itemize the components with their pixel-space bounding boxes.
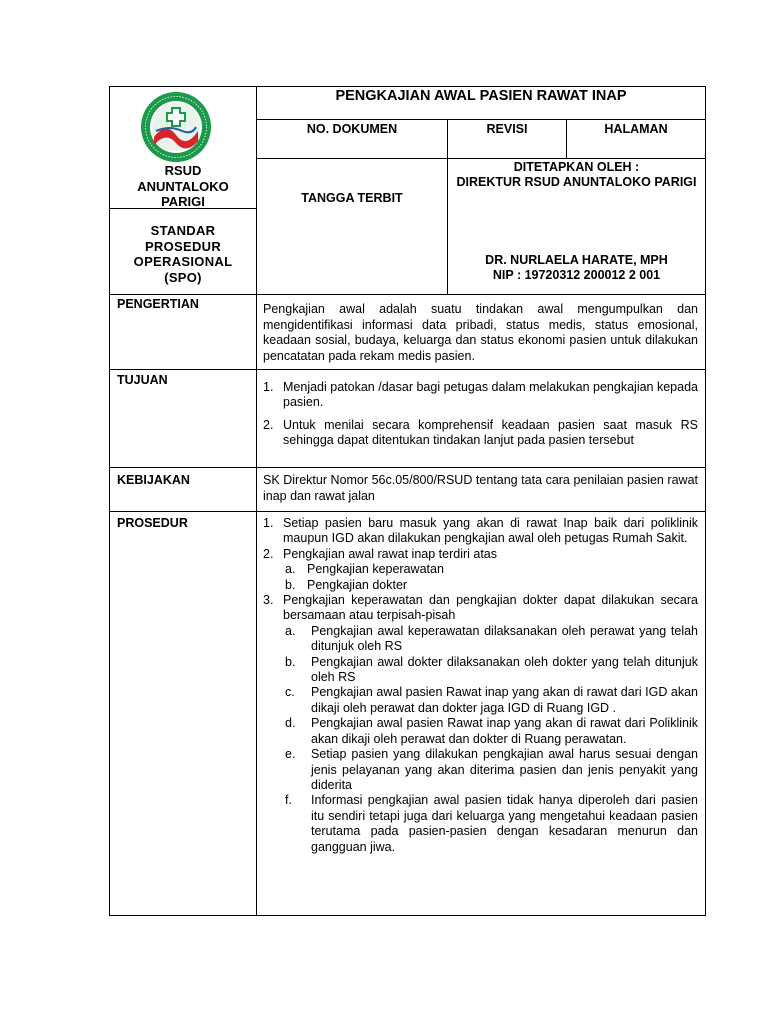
list-letter: d. — [285, 716, 296, 731]
list-text: Pengkajian awal pasien Rawat inap yang akan di rawat dari IGD akan dikaji oleh perawat dan dokter jaga IGD di Ruang IGD . — [311, 685, 698, 715]
tujuan-list — [263, 380, 698, 449]
ditetapkan-block — [448, 160, 705, 190]
column-divider-line — [256, 86, 257, 916]
spo-label-line: OPERASIONAL — [133, 254, 233, 269]
list-letter: a. — [285, 623, 296, 638]
list-letter: b. — [285, 654, 296, 669]
prosedur-item — [263, 516, 698, 547]
list-number: 2. — [263, 417, 274, 432]
list-text: Setiap pasien baru masuk yang akan di rawat Inap baik dari poliklinik maupun IGD akan dilakukan pengkajian awal oleh petugas Rumah Sakit. — [283, 516, 698, 546]
list-text: Pengkajian awal dokter dilaksanakan oleh dokter yang telah ditunjuk oleh RS — [311, 654, 698, 685]
list-text: Pengkajian dokter — [307, 577, 408, 592]
list-letter: f. — [285, 793, 292, 808]
doc-row-bottom-line — [256, 158, 706, 159]
list-text: Informasi pengkajian awal pasien tidak hanya diperoleh dari pasien itu sendiri tetapi juga dari keluarga yang mengetahui keadaan pasien terutama pada pasien-pasien dengan kesadaran menurun dan gangguan jiwa. — [311, 793, 698, 854]
list-number: 1. — [263, 380, 274, 394]
frame-bottom-line — [109, 915, 706, 916]
tanggal-terbit-label: TANGGA TERBIT — [301, 191, 403, 205]
prosedur-subitem — [263, 685, 698, 716]
org-name-line: ANUNTALOKO — [137, 178, 229, 194]
col-revisi: REVISI — [486, 122, 528, 136]
list-letter: a. — [285, 562, 296, 577]
prosedur-item — [263, 593, 698, 624]
list-letter: b. — [285, 577, 296, 592]
prosedur-list — [263, 516, 698, 855]
list-number: 1. — [263, 516, 274, 530]
frame-right-line — [705, 86, 706, 916]
ditetapkan-line: DITETAPKAN OLEH : — [513, 160, 640, 174]
prosedur-subitem — [263, 747, 698, 793]
org-name — [110, 163, 256, 210]
kebijakan-bottom-line — [109, 511, 706, 512]
org-name-line: RSUD — [164, 163, 202, 178]
header-bottom-line — [109, 294, 706, 295]
kebijakan-text: SK Direktur Nomor 56c.05/800/RSUD tentang tata cara penilaian pasien rawat inap dan rawat jalan — [263, 473, 698, 503]
prosedur-subitem — [263, 793, 698, 855]
tujuan-label: TUJUAN — [117, 373, 168, 387]
col-no-dokumen: NO. DOKUMEN — [306, 122, 398, 136]
prosedur-subitem — [263, 716, 698, 747]
tujuan-item — [263, 418, 698, 449]
list-number: 2. — [263, 546, 274, 561]
pengertian-bottom-line — [109, 369, 706, 370]
prosedur-subitem — [263, 655, 698, 686]
hospital-logo-icon — [140, 91, 212, 163]
list-text: Pengkajian awal keperawatan dilaksanakan oleh perawat yang telah ditunjuk oleh RS — [311, 623, 698, 654]
spo-label-line: PROSEDUR — [144, 238, 222, 254]
frame-left-line — [109, 86, 110, 916]
list-letter: e. — [285, 747, 296, 762]
signer-nip: NIP : 19720312 200012 2 001 — [492, 268, 661, 282]
list-letter: c. — [285, 685, 295, 700]
list-text: Setiap pasien yang dilakukan pengkajian awal harus sesuai dengan jenis pelayanan yang akan diterima pasien dan jenis penyakit yang diderita — [311, 747, 698, 792]
document-title: PENGKAJIAN AWAL PASIEN RAWAT INAP — [335, 88, 627, 104]
spo-label — [110, 223, 256, 285]
spo-label-line: (SPO) — [164, 269, 202, 285]
kebijakan-label: KEBIJAKAN — [117, 473, 190, 487]
spo-label-line: STANDAR — [150, 223, 216, 238]
prosedur-subitem — [263, 562, 698, 577]
list-text: Pengkajian keperawatan — [307, 562, 444, 577]
prosedur-item — [263, 547, 698, 562]
list-text: Menjadi patokan /dasar bagi petugas dalam melakukan pengkajian kepada pasien. — [283, 380, 698, 410]
tujuan-item — [263, 380, 698, 411]
pengertian-label: PENGERTIAN — [117, 297, 199, 311]
signer-block — [448, 253, 705, 283]
list-number: 3. — [263, 593, 274, 608]
pengertian-text: Pengkajian awal adalah suatu tindakan awal mengumpulkan dan mengidentifikasi informasi data pribadi, status medis, status emosional, keadaan sosial, budaya, keluarga dan status ekonomi pasien untuk dilakukan pencatatan pada rekam medis pasien. — [263, 302, 698, 363]
ditetapkan-line: DIREKTUR RSUD ANUNTALOKO PARIGI — [456, 175, 697, 189]
title-bottom-line — [256, 119, 706, 120]
prosedur-subitem — [263, 578, 698, 593]
list-text: Pengkajian awal rawat inap terdiri atas — [283, 546, 498, 561]
list-text: Pengkajian awal pasien Rawat inap yang akan di rawat dari Poliklinik akan dikaji oleh perawat dan dokter di Ruang perawatan. — [311, 716, 698, 746]
signer-name: DR. NURLAELA HARATE, MPH — [485, 253, 668, 267]
list-text: Untuk menilai secara komprehensif keadaan pasien saat masuk RS sehingga dapat ditentukan tindakan lanjut pada pasien tersebut — [283, 417, 698, 448]
col-halaman: HALAMAN — [604, 122, 668, 136]
prosedur-subitem — [263, 624, 698, 655]
prosedur-label: PROSEDUR — [117, 516, 188, 530]
list-text: Pengkajian keperawatan dan pengkajian dokter dapat dilakukan secara bersamaan atau terpisah-pisah — [283, 593, 698, 623]
tujuan-bottom-line — [109, 467, 706, 468]
org-name-line: PARIGI — [161, 194, 205, 209]
